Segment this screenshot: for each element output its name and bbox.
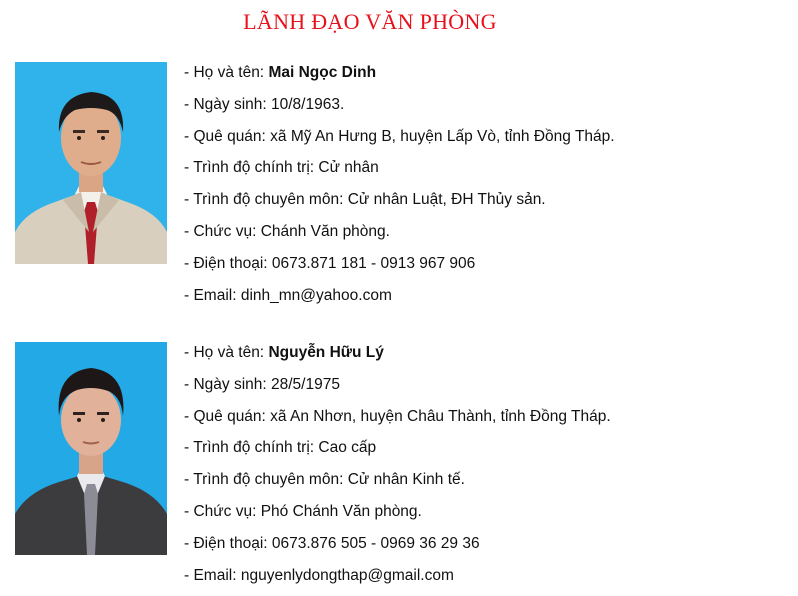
phone: - Điện thoại: 0673.871 181 - 0913 967 906 [184, 254, 476, 272]
professional-level: - Trình độ chuyên môn: Cử nhân Luật, ĐH Thủy sản. [184, 191, 546, 209]
position: - Chức vụ: Phó Chánh Văn phòng. [184, 502, 422, 520]
phone: - Điện thoại: 0673.876 505 - 0969 36 29 36 [184, 534, 480, 552]
portrait-photo-1 [15, 62, 167, 264]
name-label: - Họ và tên: [184, 344, 269, 361]
position: - Chức vụ: Chánh Văn phòng. [184, 222, 390, 240]
email: - Email: dinh_mn@yahoo.com [184, 286, 392, 304]
hometown: - Quê quán: xã An Nhơn, huyện Châu Thành, tỉnh Đồng Tháp. [184, 407, 611, 425]
hometown: - Quê quán: xã Mỹ An Hưng B, huyện Lấp Vò, tỉnh Đồng Tháp. [184, 127, 615, 145]
name-label: - Họ và tên: [184, 64, 269, 81]
name-line [184, 62, 615, 94]
professional-level: - Trình độ chuyên môn: Cử nhân Kinh tế. [184, 471, 465, 489]
name-line [184, 342, 611, 374]
email: - Email: nguyenlydongthap@gmail.com [184, 566, 454, 584]
political-level: - Trình độ chính trị: Cao cấp [184, 439, 377, 457]
page-title: LÃNH ĐẠO VĂN PHÒNG [243, 9, 497, 34]
birth-date: - Ngày sinh: 10/8/1963. [184, 95, 345, 113]
full-name: Mai Ngọc Dinh [268, 64, 377, 81]
profile-details-2 [184, 342, 611, 596]
full-name: Nguyễn Hữu Lý [268, 344, 384, 361]
birth-date: - Ngày sinh: 28/5/1975 [184, 375, 340, 393]
political-level: - Trình độ chính trị: Cử nhân [184, 159, 379, 177]
portrait-photo-2 [15, 342, 167, 555]
profile-details-1 [184, 62, 615, 316]
